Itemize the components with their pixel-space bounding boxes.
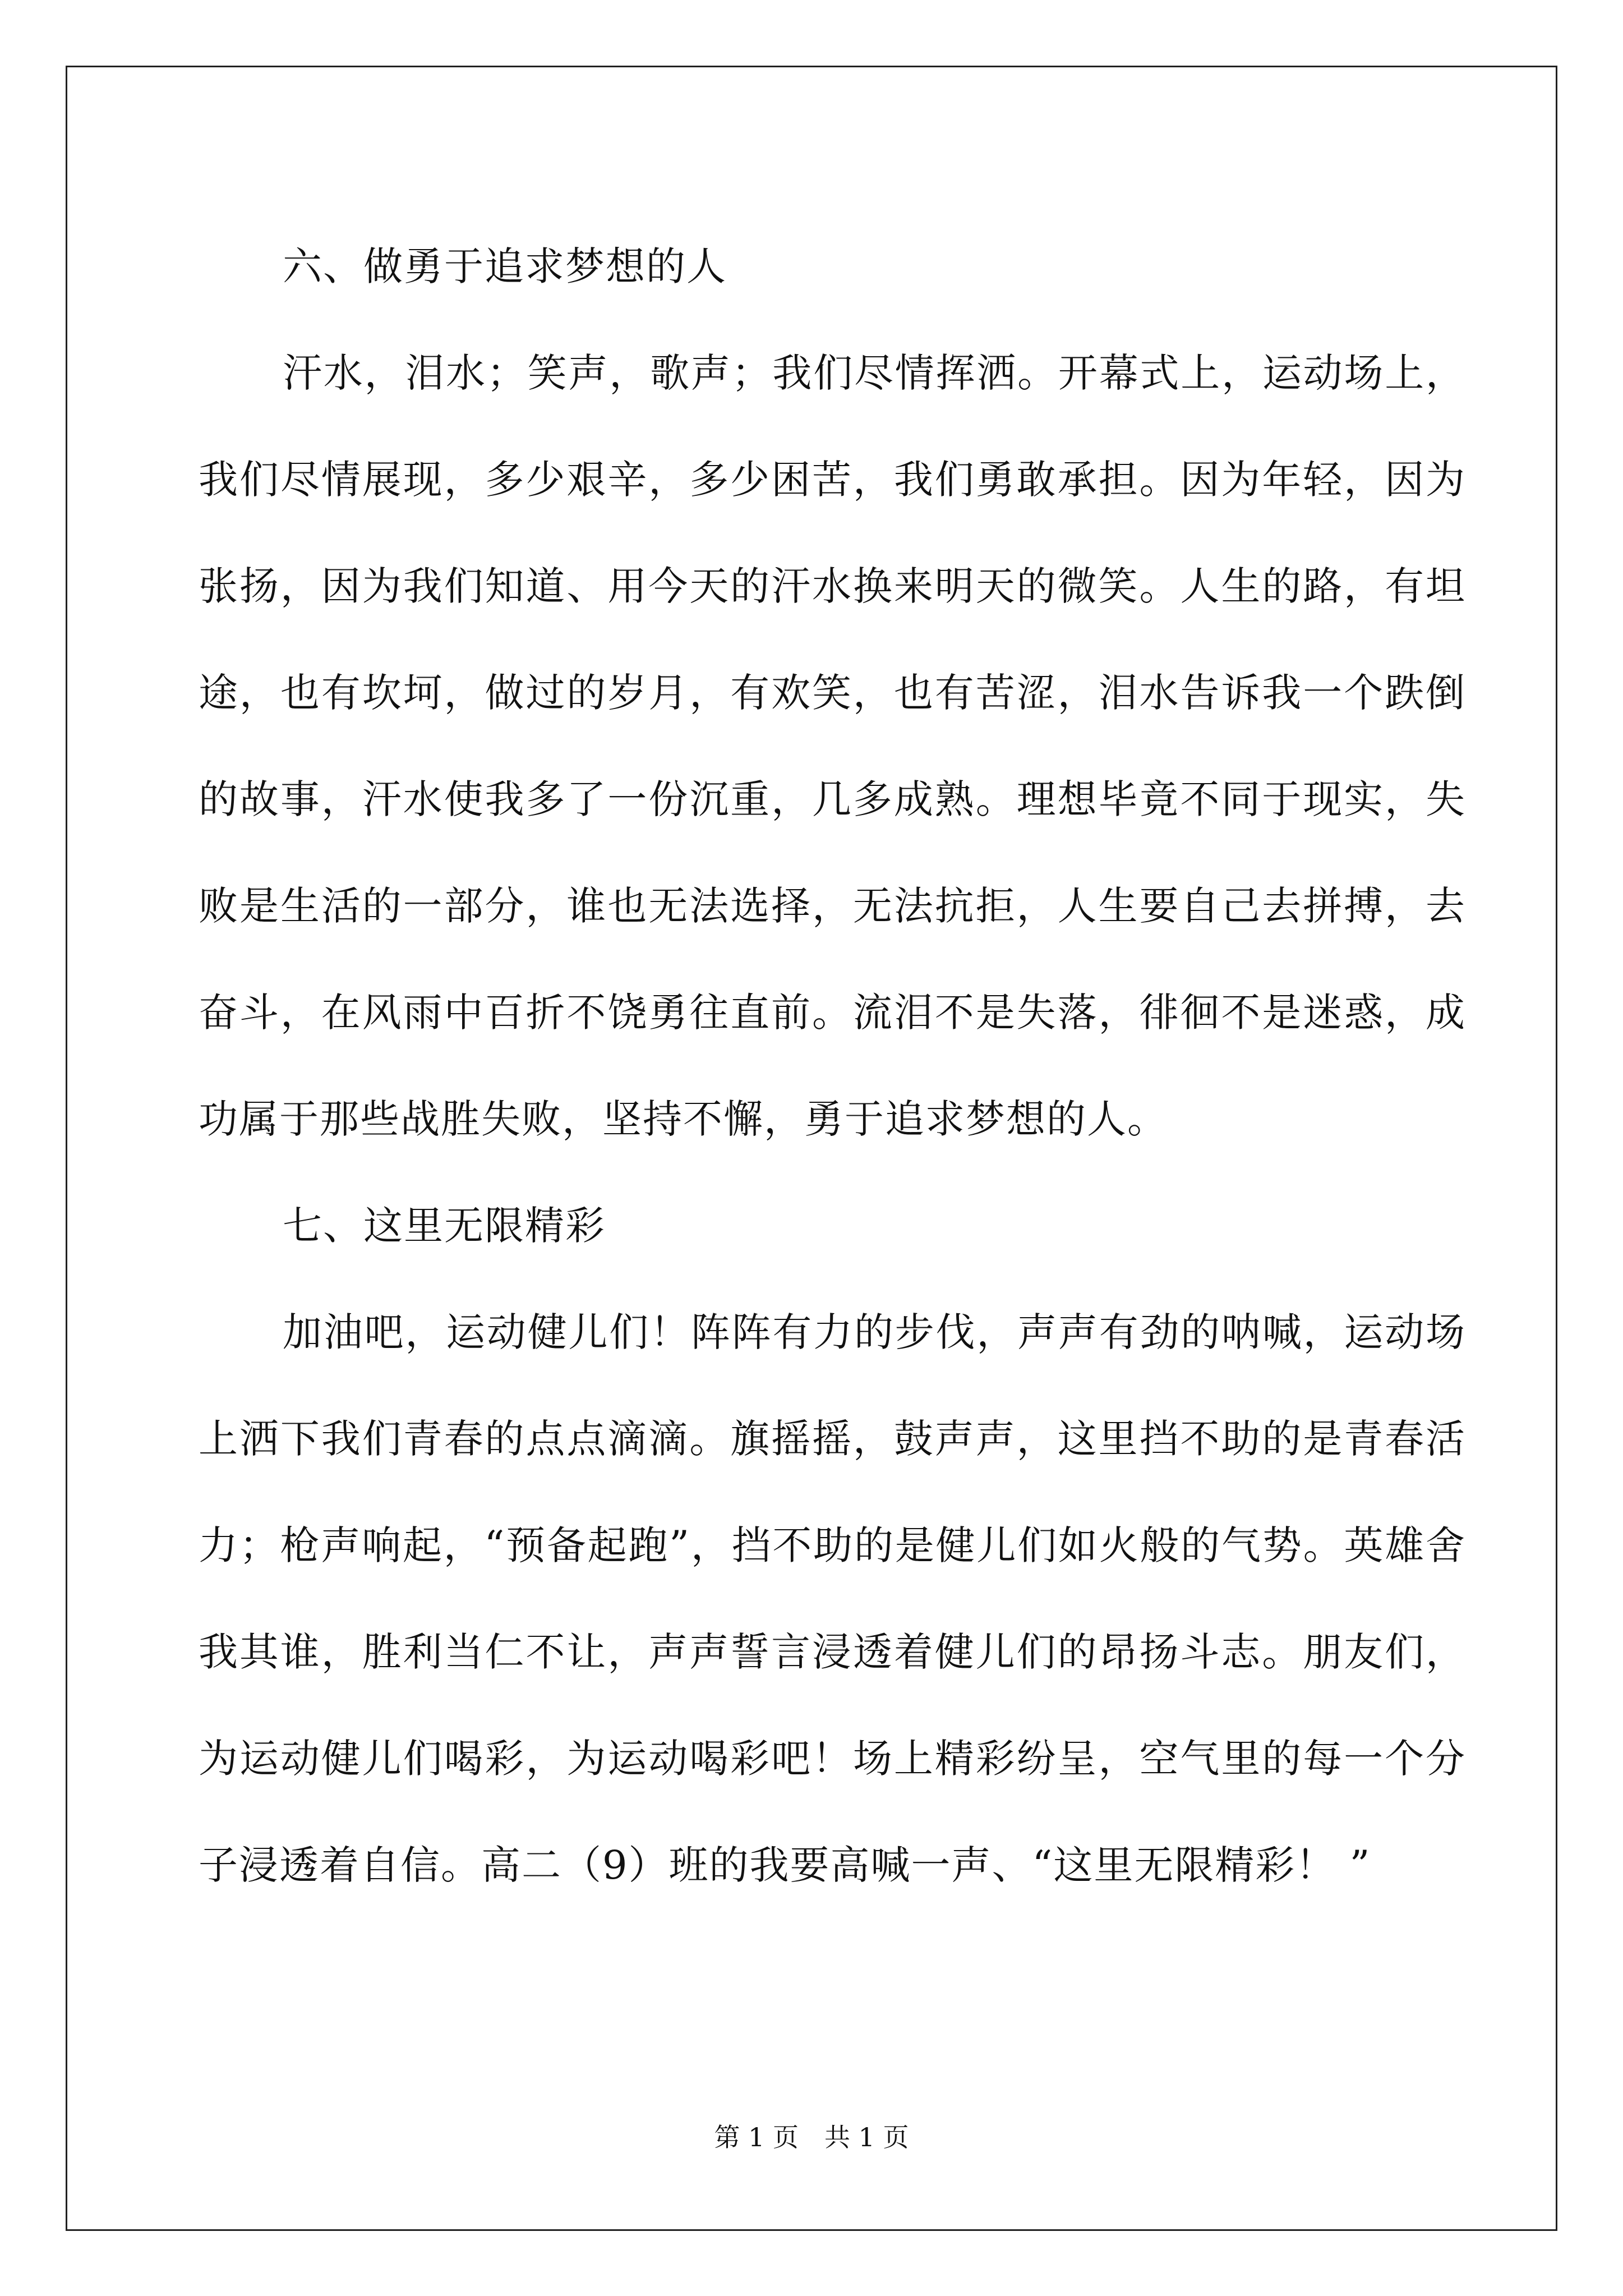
section-heading-6: 六、做勇于追求梦想的人 bbox=[283, 243, 727, 289]
document-body bbox=[199, 213, 1466, 1918]
section-heading-7: 七、这里无限精彩 bbox=[283, 1203, 606, 1249]
section-paragraph-6: 汗水，泪水；笑声，歌声；我们尽情挥洒。开幕式上，运动场上，我们尽情展现，多少艰辛，多少困苦，我们勇敢承担。因为年轻，因为张扬，因为我们知道、用今天的汗水换来明天的微笑。人生的路，有坦途，也有坎坷，做过的岁月，有欢笑，也有苦涩，泪水告诉我一个跌倒的故事，汗水使我多了一份沉重，几多成熟。理想毕竟不同于现实，失败是生活的一部分，谁也无法选择，无法抗拒，人生要自己去拼搏，去奋斗，在风雨中百折不饶勇往直前。流泪不是失落，徘徊不是迷惑，成功属于那些战胜失败，坚持不懈，勇于追求梦想的人。 bbox=[199, 350, 1466, 1142]
section-paragraph-7: 加油吧，运动健儿们！阵阵有力的步伐，声声有劲的呐喊，运动场上洒下我们青春的点点滴滴。旗摇摇，鼓声声，这里挡不助的是青春活力；枪声响起，“预备起跑”，挡不助的是健儿们如火般的气势。英雄舍我其谁，胜利当仁不让，声声誓言浸透着健儿们的昂扬斗志。朋友们，为运动健儿们喝彩，为运动喝彩吧！场上精彩纷呈，空气里的每一个分子浸透着自信。高二（9）班的我要高喊一声、“这里无限精彩！ ” bbox=[199, 1309, 1466, 1888]
page-footer: 第 1 页 共 1 页 bbox=[714, 2122, 909, 2152]
